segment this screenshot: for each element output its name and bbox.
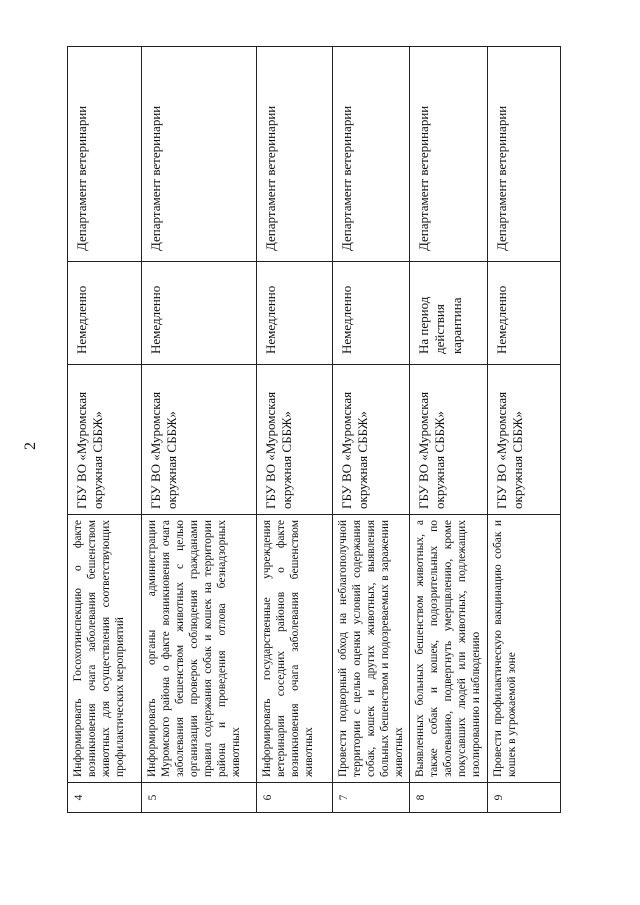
term-cell: Немедленно (142, 262, 257, 365)
row-number-cell: 6 (257, 783, 333, 813)
row-number-cell: 4 (68, 783, 142, 813)
department-cell: Департамент ветеринарии (410, 47, 488, 262)
department-cell: Департамент ветеринарии (68, 47, 142, 262)
action-cell: Информировать Госохотинспекцию о факте возникновения очага заболевания бешенством животных для осуществления соответствующих профилактических мероприятий (68, 515, 142, 783)
term-cell: На период действия карантина (410, 262, 488, 365)
responsible-cell: ГБУ ВО «Муромская окружная СББЖ» (410, 365, 488, 515)
table-row (257, 47, 333, 813)
responsible-cell: ГБУ ВО «Муромская окружная СББЖ» (333, 365, 410, 515)
department-cell: Департамент ветеринарии (257, 47, 333, 262)
page-number: 2 (22, 442, 39, 450)
department-cell: Департамент ветеринарии (488, 47, 561, 262)
responsible-cell: ГБУ ВО «Муромская окружная СББЖ» (257, 365, 333, 515)
row-number-cell: 5 (142, 783, 257, 813)
action-cell: Провести подворный обход на неблагополучной территории с целью оценки условий содержания собак, кошек и других животных, выявления больных бешенством и подозреваемых в заражении животных (333, 515, 410, 783)
table-row (488, 47, 561, 813)
table-row (68, 47, 142, 813)
term-cell: Немедленно (68, 262, 142, 365)
term-cell: Немедленно (257, 262, 333, 365)
measures-table (67, 46, 561, 813)
table-row (410, 47, 488, 813)
term-cell: Немедленно (333, 262, 410, 365)
action-cell: Выявленных больных бешенством животных, а также собак и кошек, подозрительных по заболеванию, подвергнуть умерщвлению, кроме покусавших людей или животных, подлежащих изолированию и наблюдению (410, 515, 488, 783)
responsible-cell: ГБУ ВО «Муромская окружная СББЖ» (488, 365, 561, 515)
row-number-cell: 9 (488, 783, 561, 813)
row-number-cell: 7 (333, 783, 410, 813)
action-cell: Провести профилактическую вакцинацию собак и кошек в угрожаемой зоне (488, 515, 561, 783)
term-cell: Немедленно (488, 262, 561, 365)
responsible-cell: ГБУ ВО «Муромская окружная СББЖ» (142, 365, 257, 515)
responsible-cell: ГБУ ВО «Муромская окружная СББЖ» (68, 365, 142, 515)
row-number-cell: 8 (410, 783, 488, 813)
table-row (333, 47, 410, 813)
table-row (142, 47, 257, 813)
action-cell: Информировать государственные учреждения ветеринарии соседних районов о факте возникновения очага заболевания бешенством животных (257, 515, 333, 783)
department-cell: Департамент ветеринарии (333, 47, 410, 262)
measures-table-container (67, 47, 559, 813)
department-cell: Департамент ветеринарии (142, 47, 257, 262)
action-cell: Информировать органы администрации Муромского района о факте возникновения очага заболевания бешенством животных с целью организации проверок соблюдения гражданами правил содержания собак и кошек на территории района и проведения отлова безнадзорных животных (142, 515, 257, 783)
